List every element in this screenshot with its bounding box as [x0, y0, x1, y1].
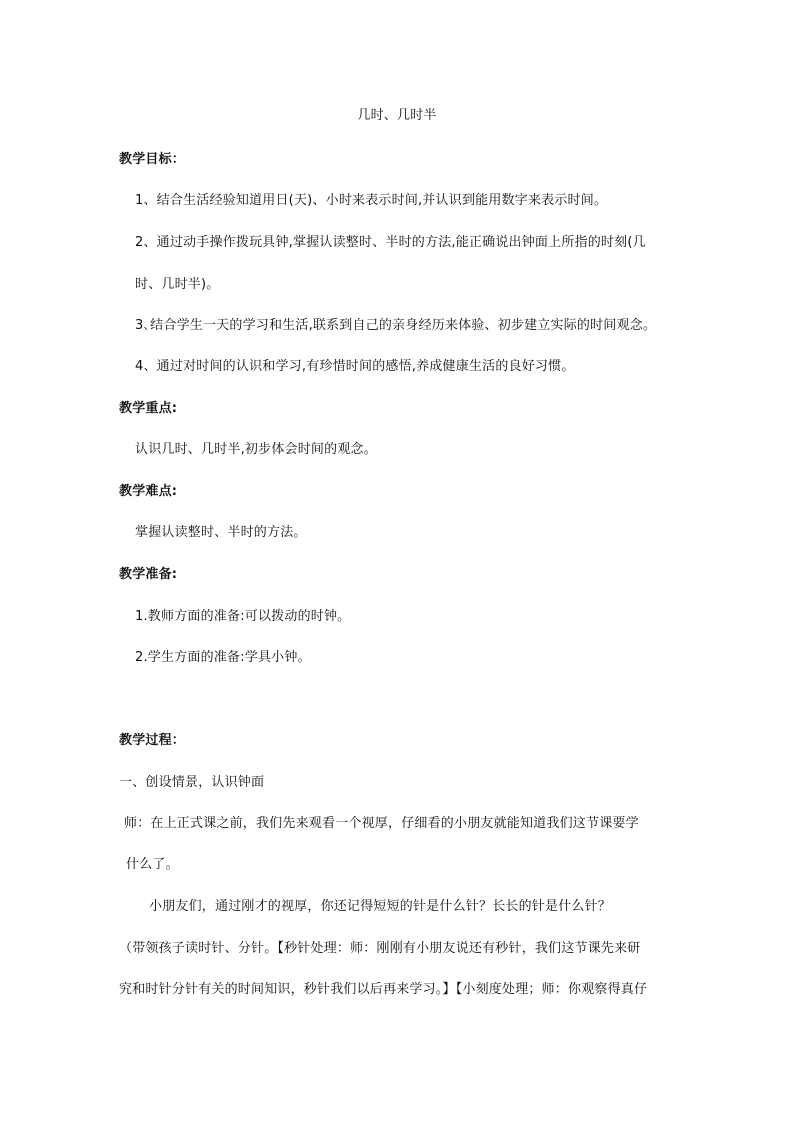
process-heading: 教学过程：	[119, 733, 186, 748]
objective-item: 3､结合学生一天的学习和生活,联系到自己的亲身经历来体验、初步建立实际的时间观念。	[135, 318, 657, 333]
preparation-heading: 教学准备:	[119, 567, 178, 582]
process-paragraph-line: 什么了。	[126, 857, 179, 872]
process-section-heading: 一、创设情景，认识钟面	[119, 775, 265, 790]
document-title: 几时、几时半	[357, 108, 437, 123]
objective-item: 2、通过动手操作拨玩具钟,掌握认读整时、半时的方法,能正确说出钟面上所指的时刻(几	[135, 235, 646, 250]
process-paragraph-line: 师：在上正式课之前，我们先来观看一个视厚，仔细看的小朋友就能知道我们这节课要学	[124, 816, 639, 831]
key-points-text: 认识几时、几时半,初步体会时间的观念。	[135, 442, 377, 457]
objective-item: 1、结合生活经验知道用日(天)、小时来表示时间,并认识到能用数字来表示时间。	[135, 193, 608, 208]
objectives-heading: 教学目标：	[119, 152, 186, 167]
process-paragraph-line: 小朋友们，通过刚才的视厚，你还记得短短的针是什么针？长长的针是什么针？	[149, 899, 612, 914]
difficulties-text: 掌握认读整时、半时的方法。	[135, 525, 307, 540]
process-paragraph-line: （带领孩子读时针、分针。【秒针处理：师：刚刚有小朋友说还有秒针，我们这节课先来研	[119, 941, 641, 956]
preparation-item: 2.学生方面的准备:学具小钟。	[135, 650, 311, 665]
objective-item-continuation: 时、几时半)。	[135, 277, 220, 292]
objective-item: 4、通过对时间的认识和学习,有珍惜时间的感悟,养成健康生活的良好习惯。	[135, 359, 575, 374]
key-points-heading: 教学重点:	[119, 401, 178, 416]
preparation-item: 1.教师方面的准备:可以拨动的时钟。	[135, 609, 351, 624]
difficulties-heading: 教学难点:	[119, 484, 178, 499]
process-paragraph-line: 究和时针分针有关的时间知识，秒针我们以后再来学习。】【小刻度处理；师：你观察得真仔	[119, 982, 648, 997]
